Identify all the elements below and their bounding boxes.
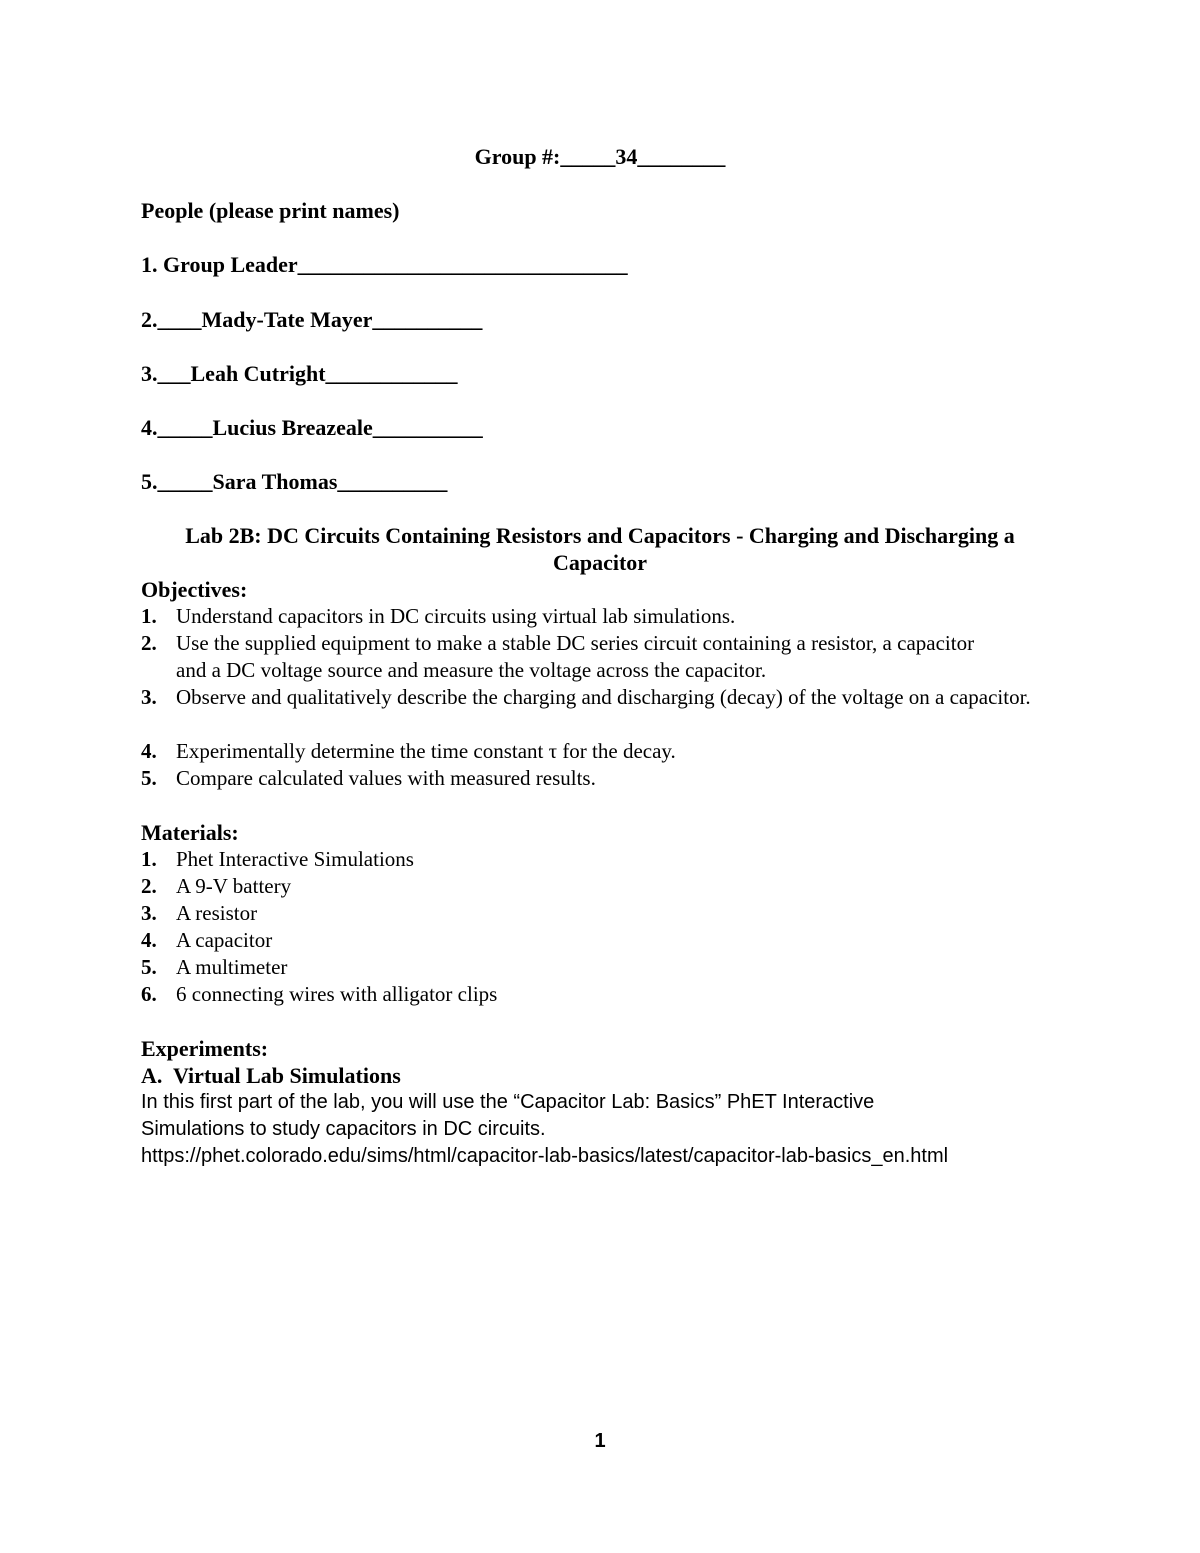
- material-text: A capacitor: [176, 928, 273, 952]
- material-number: 3.: [141, 901, 157, 925]
- objective-number: 2.: [141, 631, 157, 655]
- objective-number: 3.: [141, 685, 157, 709]
- material-number: 2.: [141, 874, 157, 898]
- material-text: A multimeter: [176, 955, 288, 979]
- lab-title-line-2: Capacitor: [552, 550, 648, 575]
- objective-text: Compare calculated values with measured results.: [176, 766, 596, 790]
- material-number: 1.: [141, 847, 157, 871]
- people-heading: People (please print names): [141, 198, 400, 223]
- objective-text: Use the supplied equipment to make a stable DC series circuit containing a resistor, a capacitor and a DC voltage source and measure the voltage across the capacitor.: [176, 631, 975, 682]
- material-number: 5.: [141, 955, 157, 979]
- people-line-1: 1. Group Leader______________________________: [141, 252, 628, 277]
- group-number-line: Group #:_____34________: [474, 144, 726, 169]
- objective-text: Understand capacitors in DC circuits using virtual lab simulations.: [176, 604, 736, 628]
- objective-number: 4.: [141, 739, 157, 763]
- experiments-subheading: A. Virtual Lab Simulations: [141, 1063, 401, 1088]
- materials-heading: Materials:: [141, 820, 239, 845]
- experiments-heading: Experiments:: [141, 1036, 269, 1061]
- page-number: 1: [594, 1430, 606, 1452]
- experiments-paragraph-line-1: In this first part of the lab, you will use the “Capacitor Lab: Basics” PhET Interactive: [141, 1091, 875, 1113]
- material-text: A 9-V battery: [176, 874, 292, 898]
- objective-text: Experimentally determine the time constant τ for the decay.: [176, 739, 676, 763]
- material-text: Phet Interactive Simulations: [176, 847, 414, 871]
- material-number: 4.: [141, 928, 157, 952]
- experiments-paragraph-line-2: Simulations to study capacitors in DC circuits.: [141, 1118, 546, 1140]
- objective-text: Observe and qualitatively describe the charging and discharging (decay) of the voltage on a capacitor.: [176, 685, 1031, 709]
- objective-number: 1.: [141, 604, 157, 628]
- people-line-5: 5._____Sara Thomas__________: [141, 469, 448, 494]
- material-text: 6 connecting wires with alligator clips: [176, 982, 498, 1006]
- material-number: 6.: [141, 982, 157, 1006]
- objectives-heading: Objectives:: [141, 577, 248, 602]
- lab-title-line-1: Lab 2B: DC Circuits Containing Resistors and Capacitors - Charging and Discharging a: [185, 523, 1015, 548]
- people-line-4: 4._____Lucius Breazeale__________: [141, 415, 483, 440]
- material-text: A resistor: [176, 901, 258, 925]
- objective-number: 5.: [141, 766, 157, 790]
- people-line-3: 3.___Leah Cutright____________: [141, 361, 458, 386]
- people-line-2: 2.____Mady-Tate Mayer__________: [141, 307, 483, 332]
- phet-simulation-link[interactable]: https://phet.colorado.edu/sims/html/capacitor-lab-basics/latest/capacitor-lab-basics_en.html: [141, 1145, 949, 1167]
